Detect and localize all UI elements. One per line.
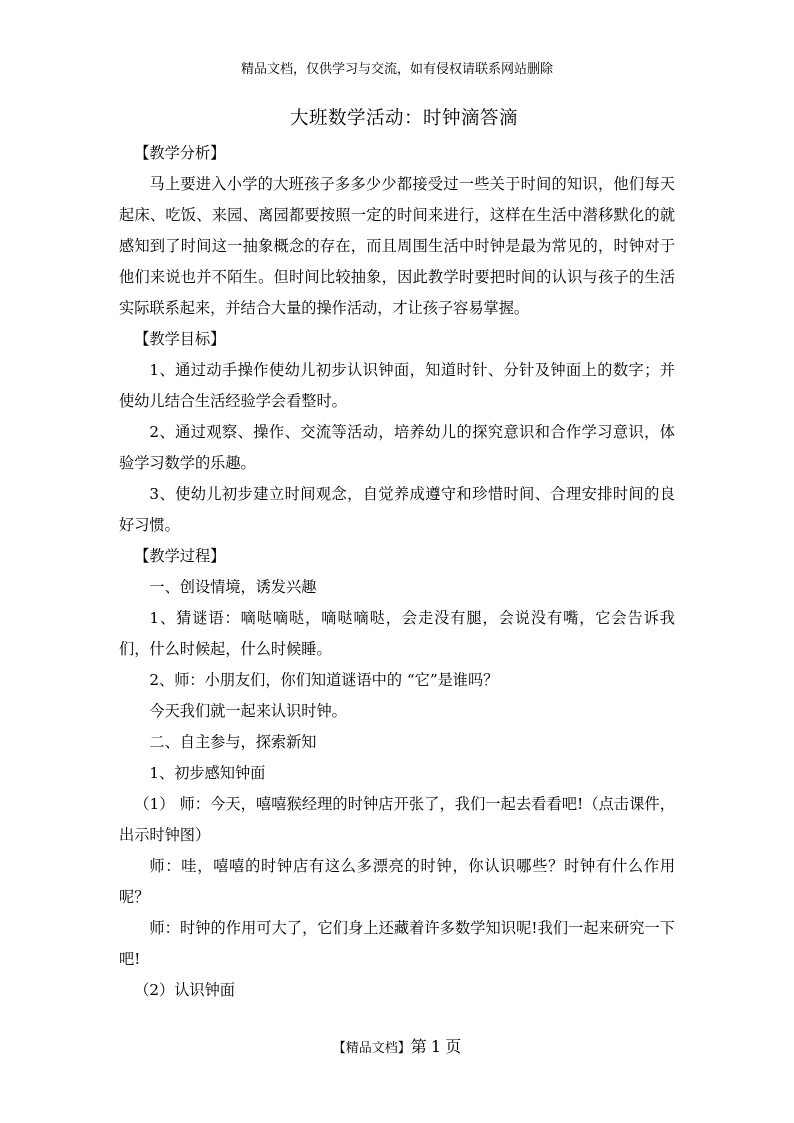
page-prefix: 第	[410, 1037, 427, 1056]
substep-1-paragraph: （1） 师：今天，嘻嘻猴经理的时钟店开张了，我们一起去看看吧!（点击课件，出示时钟图）	[119, 795, 675, 844]
process-step-1-heading: 一、创设情境，诱发兴趣	[149, 578, 317, 596]
question-paragraph: 2、师：小朋友们，你们知道谜语中的 “它”是谁吗？	[149, 671, 499, 689]
riddle-paragraph: 1、猜谜语：嘀哒嘀哒，嘀哒嘀哒，会走没有腿，会说没有嘴，它会告诉我们，什么时候起，什么时候睡。	[119, 609, 675, 658]
goal-item-3: 3、使幼儿初步建立时间观念，自觉养成遵守和珍惜时间、合理安排时间的良好习惯。	[119, 485, 675, 534]
intro-paragraph: 今天我们就一起来认识时钟。	[149, 702, 347, 720]
document-body	[119, 138, 675, 1006]
footer-label: 【精品文档】	[332, 1041, 411, 1056]
section-heading-goals: 【教学目标】	[134, 330, 226, 348]
process-step-2-heading: 二、自主参与，探索新知	[149, 733, 317, 751]
teacher-paragraph-2: 师：时钟的作用可大了，它们身上还藏着许多数学知识呢!我们一起来研究一下吧!	[119, 919, 675, 968]
page-suffix: 页	[445, 1037, 462, 1056]
teacher-paragraph-1: 师：哇，嘻嘻的时钟店有这么多漂亮的时钟，你认识哪些？时钟有什么作用呢？	[119, 857, 675, 906]
substep-heading: 1、初步感知钟面	[149, 764, 266, 782]
page-number: 1	[430, 1037, 442, 1056]
document-title: 大班数学活动：时钟滴答滴	[290, 108, 519, 129]
header-note: 精品文档，仅供学习与交流，如有侵权请联系网站删除	[240, 62, 553, 77]
goal-item-1: 1、通过动手操作使幼儿初步认识钟面，知道时针、分针及钟面上的数字；并使幼儿结合生活经验学会看整时。	[119, 361, 675, 410]
substep-2-heading: （2）认识钟面	[134, 981, 235, 999]
paragraph-analysis: 马上要进入小学的大班孩子多多少少都接受过一些关于时间的知识，他们每天起床、吃饭、来园、离园都要按照一定的时间来进行，这样在生活中潜移默化的就感知到了时间这一抽象概念的存在，而且周围生活中时钟是最为常见的，时钟对于他们来说也并不陌生。但时间比较抽象，因此教学时要把时间的认识与孩子的生活实际联系起来，并结合大量的操作活动，才让孩子容易掌握。	[119, 175, 675, 317]
goal-item-2: 2、通过观察、操作、交流等活动，培养幼儿的探究意识和合作学习意识，体验学习数学的乐趣。	[119, 423, 675, 472]
section-heading-process: 【教学过程】	[134, 547, 226, 565]
section-heading-analysis: 【教学分析】	[134, 144, 226, 162]
page-footer	[0, 1034, 794, 1057]
